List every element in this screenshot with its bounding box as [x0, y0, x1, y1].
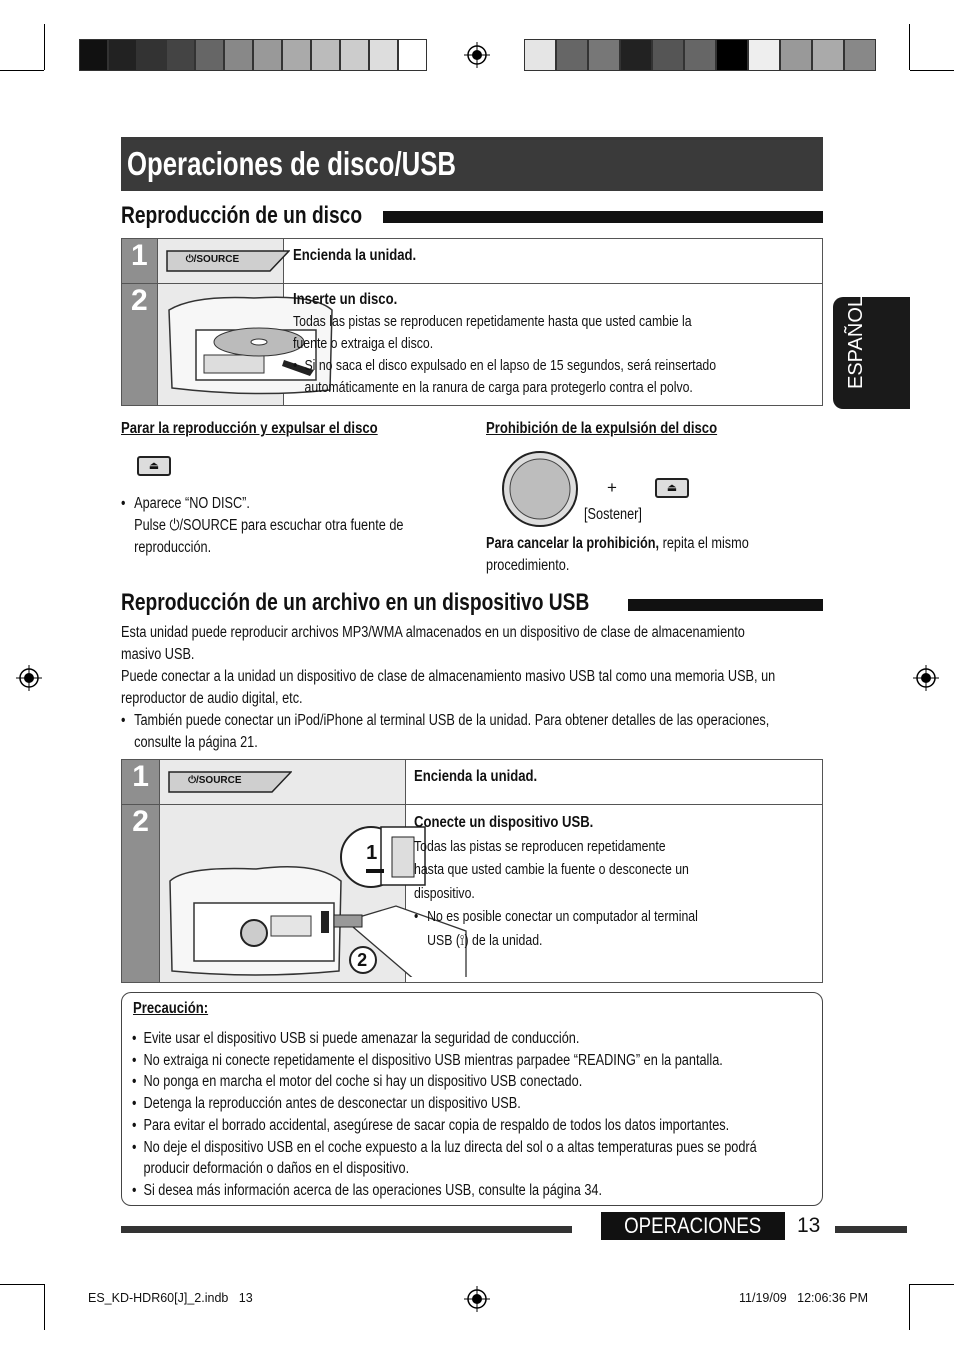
color-swatch	[556, 39, 588, 71]
caution-item: • No ponga en marcha el motor del coche si hay un dispositivo USB conectado.	[132, 1071, 780, 1093]
color-swatch	[684, 39, 716, 71]
step-body-l2: hasta que usted cambie la fuente o desconecte un	[414, 861, 689, 878]
color-swatch	[780, 39, 812, 71]
hold-label: [Sostener]	[584, 506, 642, 523]
usb-intro: Esta unidad puede reproducir archivos MP3/WMA almacenados en un dispositivo de clase de almacenamiento masivo USB. Puede conectar a la unidad un dispositivo de clase de almacenamiento masivo USB tal como una memoria USB, un reproductor de audio digital, etc. • También puede conectar un iPod/iPhone al terminal USB de la unidad. Para obtener detalles de las operaciones, consulte la página 21.	[121, 622, 818, 754]
color-swatch	[398, 39, 427, 71]
language-tab-label: ESPAÑOL	[845, 296, 867, 389]
usb-intro1-l1: Esta unidad puede reproducir archivos MP3/WMA almacenados en un dispositivo de clase de almacenamiento	[121, 624, 745, 641]
color-swatch	[253, 39, 282, 71]
color-swatch	[282, 39, 311, 71]
stop-eject-line2-post: /SOURCE para escuchar otra fuente de	[179, 517, 404, 534]
color-swatch	[716, 39, 748, 71]
step-text	[284, 239, 823, 284]
registration-target-icon	[464, 42, 490, 68]
color-swatch	[79, 39, 108, 71]
stop-eject-heading: Parar la reproducción y expulsar el disco	[121, 420, 378, 437]
color-swatch	[652, 39, 684, 71]
usb-intro2-l2: reproductor de audio digital, etc.	[121, 690, 303, 707]
control-dial-icon	[500, 450, 580, 528]
color-swatch	[340, 39, 369, 71]
cancel-rest: repita el mismo	[659, 535, 749, 552]
stop-eject-note: • Aparece “NO DISC”. Pulse ⏻/SOURCE para escuchar otra fuente de reproducción.	[121, 493, 416, 559]
step-bullet-l1: No es posible conectar un computador al terminal	[427, 908, 698, 925]
caution-box	[121, 992, 823, 1206]
power-icon: ⏻	[169, 517, 180, 534]
disc-section-heading: Reproducción de un disco	[121, 202, 363, 229]
crop-mark	[0, 1284, 44, 1285]
footer-rule-right	[835, 1226, 907, 1233]
registration-target-icon	[16, 665, 42, 691]
step-image	[157, 284, 283, 406]
eject-button-icon: ⏏	[137, 456, 171, 476]
caution-item: • No extraiga ni conecte repetidamente el dispositivo USB mientras parpadee “READING” en la pantalla.	[132, 1050, 780, 1072]
step-bullet-l2: USB (⟟) de la unidad.	[427, 931, 543, 949]
step-title: Encienda la unidad.	[293, 247, 417, 264]
marker-2: 2	[357, 950, 368, 970]
footer-rule-left	[121, 1226, 572, 1233]
step-text	[284, 284, 823, 406]
step-number: 1	[122, 239, 158, 284]
page-title: Operaciones de disco/USB	[127, 145, 457, 182]
step-bullet: • Si no saca el disco expulsado en el lapso de 15 segundos, será reinsertado automáticamente en la ranura de carga para protegerlo contra el polvo.	[293, 355, 719, 399]
step-image	[160, 805, 406, 983]
color-swatch	[311, 39, 340, 71]
step-text: Conecte un dispositivo USB. Todas las pistas se reproducen repetidamente hasta que usted cambie la fuente o desconecte un dispositivo. • No es posible conectar un computador al terminal USB (⟟) de la unidad.	[406, 805, 823, 983]
crop-mark	[909, 24, 910, 70]
step-body-l3: dispositivo.	[414, 884, 475, 902]
plus-sign: +	[607, 478, 617, 497]
step-number: 2	[122, 284, 158, 406]
marker-1: 1	[366, 842, 378, 864]
crop-mark	[44, 24, 45, 70]
stop-eject-line1: Aparece “NO DISC”.	[134, 495, 250, 512]
cancel-line2: procedimiento.	[486, 557, 570, 574]
step-body-l1: Todas las pistas se reproducen repetidamente	[414, 837, 666, 855]
registration-target-icon	[464, 1286, 490, 1312]
color-swatch	[195, 39, 224, 71]
source-button-label: ⏻/SOURCE	[188, 775, 242, 786]
color-swatch	[166, 39, 195, 71]
usb-section-heading: Reproducción de un archivo en un dispositivo USB	[121, 589, 590, 616]
color-swatch	[369, 39, 398, 71]
step-body: Todas las pistas se reproducen repetidamente hasta que usted cambie la fuente o extraiga el disco.	[293, 313, 692, 352]
page-number: 13	[797, 1214, 821, 1237]
crop-mark	[910, 70, 954, 71]
step-text	[406, 760, 823, 805]
crop-mark	[910, 1284, 954, 1285]
color-swatch	[748, 39, 780, 71]
color-swatch	[812, 39, 844, 71]
usb-intro-bullet-l2: consulte la página 21.	[134, 734, 258, 751]
caution-item: • Si desea más información acerca de las operaciones USB, consulte la página 34.	[132, 1180, 780, 1202]
crop-mark	[909, 1284, 910, 1330]
cancel-bold: Para cancelar la prohibición,	[486, 535, 660, 552]
caution-item: • Para evitar el borrado accidental, asegúrese de sacar copia de respaldo de todos los datos importantes.	[132, 1115, 780, 1137]
language-tab	[833, 297, 910, 409]
color-swatch	[620, 39, 652, 71]
color-swatch	[844, 39, 876, 71]
footer-section-text: OPERACIONES	[624, 1213, 762, 1238]
footer-date: 11/19/09 12:06:36 PM	[739, 1291, 869, 1305]
prohibit-cancel-note	[486, 533, 814, 577]
stop-eject-line3: reproducción.	[134, 539, 212, 556]
color-swatch	[224, 39, 253, 71]
caution-heading: Precaución:	[133, 1000, 209, 1017]
stop-eject-line2-pre: Pulse	[134, 517, 170, 534]
footer-file-info: ES_KD-HDR60[J]_2.indb 13	[88, 1291, 253, 1305]
step-title: Conecte un dispositivo USB.	[414, 814, 594, 831]
usb-intro1-l2: masivo USB.	[121, 646, 195, 663]
step-title: Inserte un disco.	[293, 291, 398, 308]
color-swatch	[524, 39, 556, 71]
eject-button-icon: ⏏	[655, 478, 689, 498]
registration-target-icon	[913, 665, 939, 691]
color-swatch	[137, 39, 166, 71]
caution-item: • Detenga la reproducción antes de desconectar un dispositivo USB.	[132, 1093, 780, 1115]
step-number: 1	[122, 760, 160, 805]
color-swatch	[588, 39, 620, 71]
usb-steps-table	[121, 759, 823, 983]
usb-intro2-l1: Puede conectar a la unidad un dispositivo de clase de almacenamiento masivo USB tal como una memoria USB, un	[121, 668, 776, 685]
usb-intro-bullet-l1: También puede conectar un iPod/iPhone al terminal USB de la unidad. Para obtener detalles de las operaciones,	[134, 712, 770, 729]
step-title: Encienda la unidad.	[414, 768, 538, 785]
crop-mark	[0, 70, 44, 71]
prohibit-heading: Prohibición de la expulsión del disco	[486, 420, 718, 437]
caution-item: • Evite usar el dispositivo USB si puede amenazar la seguridad de conducción.	[132, 1028, 780, 1050]
step-number: 2	[122, 805, 160, 983]
caution-item: • No deje el dispositivo USB en el coche expuesto a la luz directa del sol o a altas temperaturas pues se podrá producir deformación o daños en el dispositivo.	[132, 1137, 780, 1180]
caution-list	[132, 1028, 780, 1202]
disc-steps-table	[121, 238, 823, 406]
heading-rule	[628, 599, 823, 611]
heading-rule	[383, 211, 823, 223]
page-title-bar	[121, 137, 823, 191]
source-button-label: ⏻/SOURCE	[185, 254, 240, 265]
step-image	[157, 239, 283, 284]
footer-section-label	[601, 1212, 785, 1240]
stop-eject-block	[121, 420, 378, 438]
color-swatch	[108, 39, 137, 71]
prohibit-block	[486, 420, 717, 438]
crop-mark	[44, 1284, 45, 1330]
step-image	[160, 760, 406, 805]
